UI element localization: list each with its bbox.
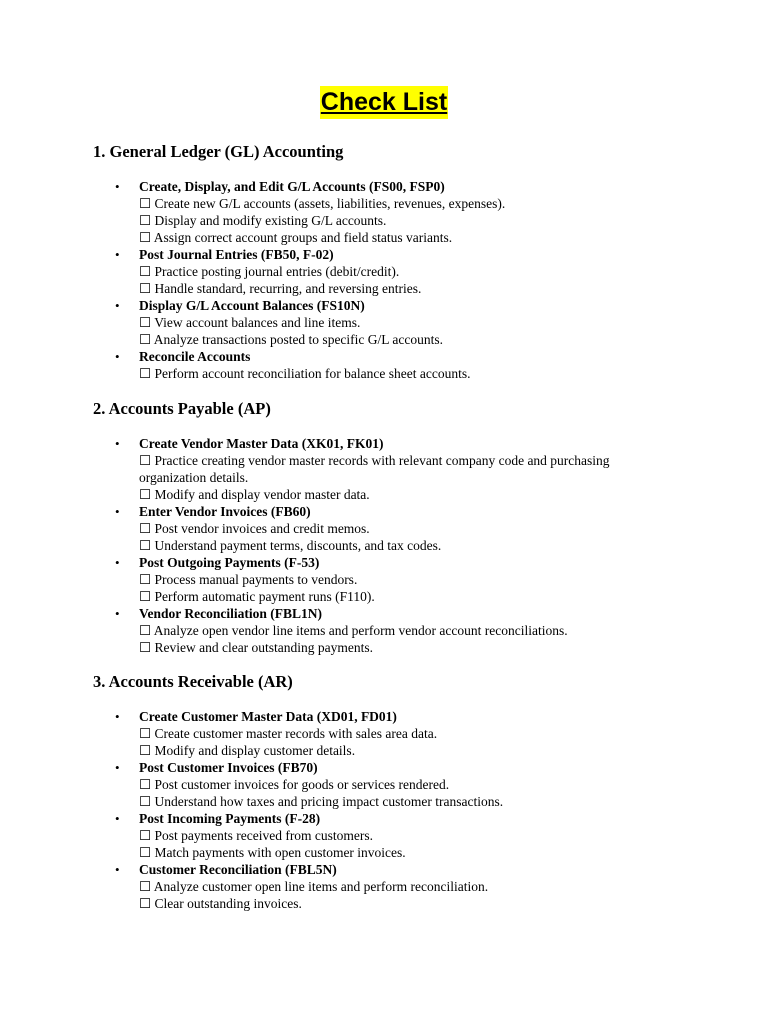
- title-container: [0, 86, 768, 119]
- bullet-icon: •: [115, 298, 120, 313]
- bullet-icon: •: [115, 349, 120, 364]
- list-item: [0, 435, 639, 503]
- checklist-line: ☐ Analyze open vendor line items and perform vendor account reconciliations.: [139, 623, 568, 638]
- section-heading-gl: 1. General Ledger (GL) Accounting: [93, 142, 344, 161]
- section-list-ap: [0, 435, 768, 656]
- checklist-line: ☐ Modify and display vendor master data.: [139, 487, 370, 502]
- list-item: [0, 246, 639, 297]
- item-title: Create Customer Master Data (XD01, FD01): [139, 709, 397, 724]
- checklist-line: ☐ Display and modify existing G/L accounts.: [139, 213, 387, 228]
- item-title: Post Journal Entries (FB50, F-02): [139, 247, 334, 262]
- checklist-line: ☐ Understand how taxes and pricing impact customer transactions.: [139, 794, 504, 809]
- bullet-icon: •: [115, 811, 120, 826]
- checklist-line: ☐ Match payments with open customer invoices.: [139, 845, 406, 860]
- item-title: Vendor Reconciliation (FBL1N): [139, 606, 323, 621]
- item-title: Reconcile Accounts: [139, 349, 251, 364]
- item-title: Post Outgoing Payments (F-53): [139, 555, 320, 570]
- item-title: Create, Display, and Edit G/L Accounts (FS00, FSP0): [139, 179, 445, 194]
- bullet-icon: •: [115, 709, 120, 724]
- checklist-line: ☐ Review and clear outstanding payments.: [139, 640, 374, 655]
- item-title: Post Customer Invoices (FB70): [139, 760, 318, 775]
- bullet-icon: •: [115, 760, 120, 775]
- section-heading-ap: 2. Accounts Payable (AP): [93, 399, 271, 418]
- bullet-icon: •: [115, 862, 120, 877]
- bullet-icon: •: [115, 436, 120, 451]
- bullet-icon: •: [115, 504, 120, 519]
- section-list-gl: [0, 178, 768, 382]
- checklist-line: ☐ Practice creating vendor master records with relevant company code and purchasing organization details.: [139, 453, 610, 485]
- list-item: [0, 759, 639, 810]
- checklist-line: ☐ Post vendor invoices and credit memos.: [139, 521, 370, 536]
- checklist-line: ☐ Clear outstanding invoices.: [139, 896, 302, 911]
- section-list-ar: [0, 708, 768, 912]
- item-title: Create Vendor Master Data (XK01, FK01): [139, 436, 384, 451]
- item-title: Post Incoming Payments (F-28): [139, 811, 321, 826]
- section-heading-ar: 3. Accounts Receivable (AR): [93, 672, 293, 691]
- checklist-line: ☐ Analyze transactions posted to specific G/L accounts.: [139, 332, 444, 347]
- checklist-line: ☐ View account balances and line items.: [139, 315, 361, 330]
- checklist-line: ☐ Practice posting journal entries (debit/credit).: [139, 264, 400, 279]
- list-item: [0, 503, 639, 554]
- checklist-line: ☐ Post customer invoices for goods or services rendered.: [139, 777, 450, 792]
- item-title: Customer Reconciliation (FBL5N): [139, 862, 337, 877]
- bullet-icon: •: [115, 606, 120, 621]
- bullet-icon: •: [115, 247, 120, 262]
- checklist-line: ☐ Process manual payments to vendors.: [139, 572, 358, 587]
- list-item: [0, 178, 639, 246]
- list-item: [0, 554, 639, 605]
- checklist-line: ☐ Analyze customer open line items and perform reconciliation.: [139, 879, 489, 894]
- item-title: Enter Vendor Invoices (FB60): [139, 504, 311, 519]
- bullet-icon: •: [115, 555, 120, 570]
- item-title: Display G/L Account Balances (FS10N): [139, 298, 365, 313]
- page-title: Check List: [320, 86, 448, 119]
- list-item: [0, 708, 639, 759]
- checklist-line: ☐ Modify and display customer details.: [139, 743, 356, 758]
- list-item: [0, 605, 639, 656]
- checklist-line: ☐ Create customer master records with sales area data.: [139, 726, 438, 741]
- checklist-line: ☐ Understand payment terms, discounts, and tax codes.: [139, 538, 442, 553]
- list-item: [0, 297, 639, 348]
- checklist-line: ☐ Post payments received from customers.: [139, 828, 374, 843]
- checklist-line: ☐ Assign correct account groups and field status variants.: [139, 230, 453, 245]
- list-item: [0, 861, 639, 912]
- checklist-line: ☐ Perform account reconciliation for balance sheet accounts.: [139, 366, 471, 381]
- checklist-line: ☐ Perform automatic payment runs (F110).: [139, 589, 375, 604]
- checklist-line: ☐ Create new G/L accounts (assets, liabilities, revenues, expenses).: [139, 196, 506, 211]
- bullet-icon: •: [115, 179, 120, 194]
- list-item: [0, 348, 639, 382]
- checklist-line: ☐ Handle standard, recurring, and reversing entries.: [139, 281, 422, 296]
- list-item: [0, 810, 639, 861]
